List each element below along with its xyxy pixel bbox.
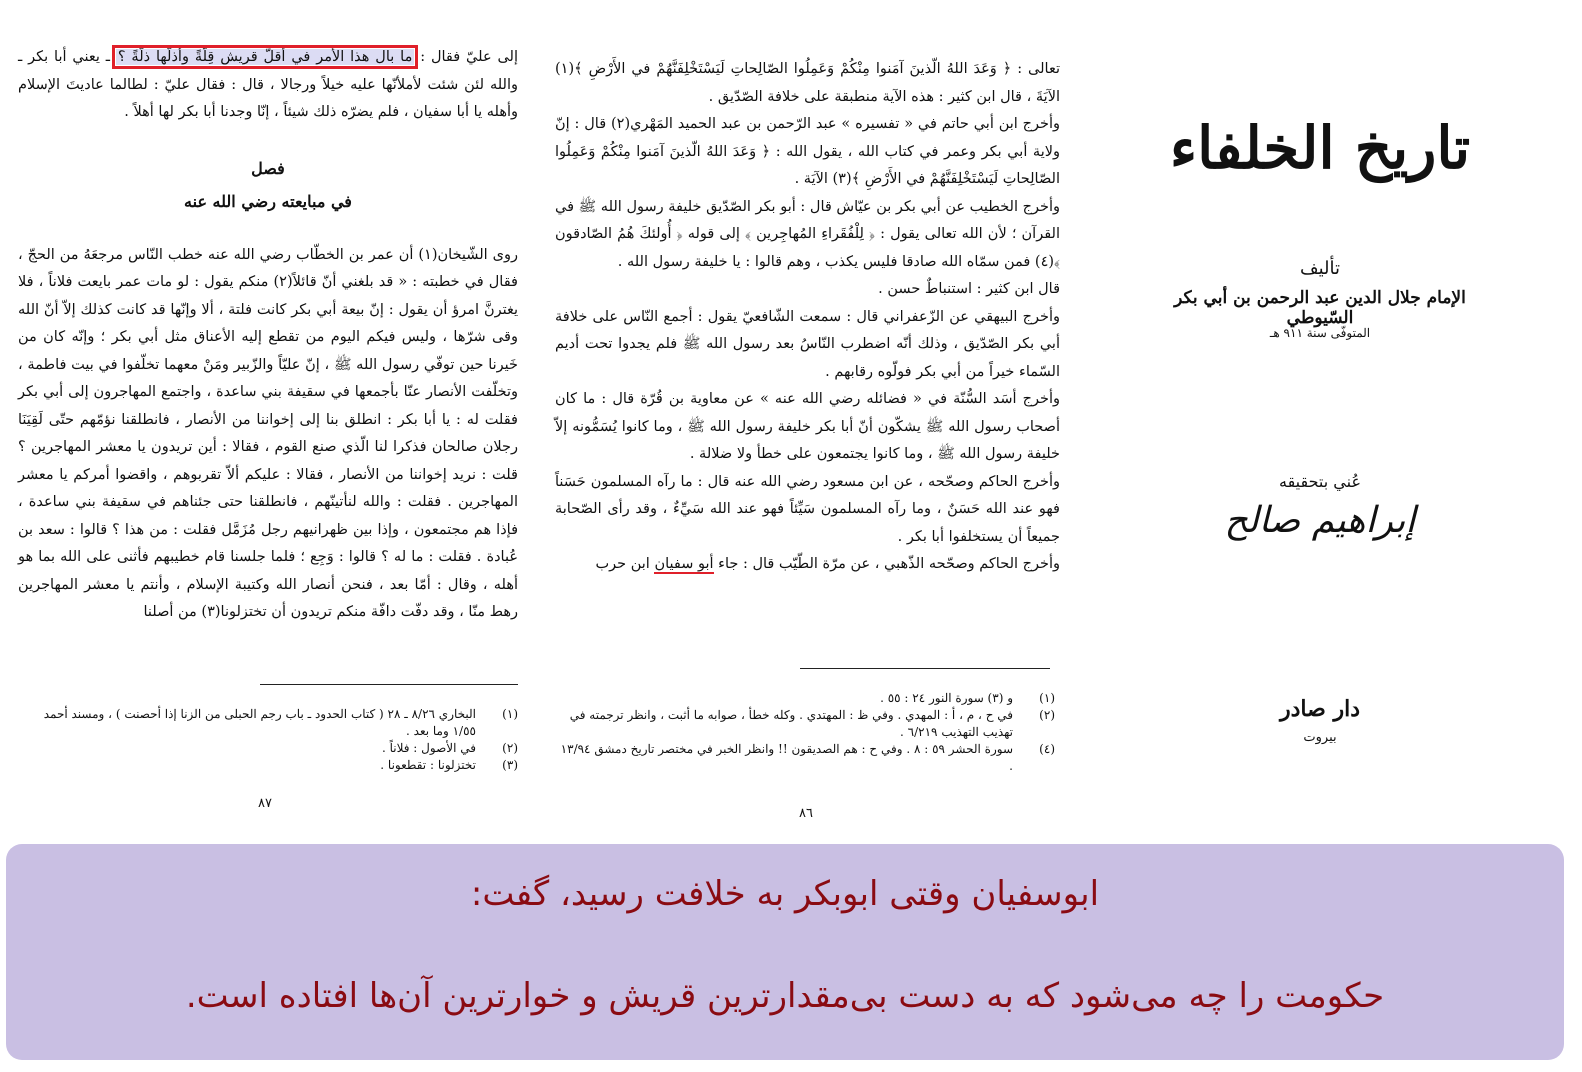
page-number: ٨٧ (258, 796, 272, 811)
page-87-text (18, 44, 518, 627)
intro-before: إلى عليّ فقال : (414, 49, 518, 65)
page-87-footnotes (18, 706, 518, 774)
caption-banner (6, 844, 1564, 1060)
caption-line-1: ابوسفیان وقتی ابوبکر به خلافت رسید، گفت: (470, 874, 1100, 914)
paragraph: وأخرج البيهقي عن الزّعفراني قال : سمعت الشّافعيّ يقول : أجمع النّاس على خلافة أبي بكر الصّدّيق ، وذلك أنّه اضطرب النّاسُ بعد رسول الله ﷺ فلم يجدوا تحت أديم السّماء خيراً من أبي بكر فولّوه رقابهم . (555, 308, 1060, 380)
editor-label: عُني بتحقيقه (1279, 472, 1361, 491)
paragraph: وأخرج أسَد السُّنّة في « فضائله رضي الله عنه » عن معاوية بن قُرّة قال : ما كان أصحاب رسول الله ﷺ يشكّون أنّ أبا بكر خليفة رسول الله ﷺ ، وما كانوا يُسَمُّونه إلاّ خليفة رسول الله ﷺ ، وما كانوا يجتمعون على خطأ ولا ضلالة . (555, 391, 1060, 462)
footnote: (٤) سورة الحشر ٥٩ : ٨ . وفي ح : هم الصديقون !! وانظر الخبر في مختصر تاريخ دمشق ١٣/٩٤ . (560, 742, 1055, 773)
section-subheading: في مبايعته رضي الله عنه (184, 192, 352, 211)
paragraph: تعالى : ﴿ وَعَدَ اللهُ الّذينَ آمَنوا مِنْكُمْ وَعَمِلُوا الصّالِحاتِ لَيَسْتَخْلِفَنَّهُمْ في الأَرْضِ ﴾(١) الآيَةَ ، قال ابن كثير : هذه الآية منطبقة على خلافة الصّدّيق . (555, 61, 1060, 105)
footnote: (٢) في ح ، م ، أ : المهدي . وفي ظ : المهتدي . وكله خطأ ، صوابه ما أثبت ، وانظر ترجمته في تهذيب التهذيب ٦/٢١٩ . (569, 708, 1055, 739)
book-title: تاريخ الخلفاء (1169, 114, 1471, 182)
page-87 (18, 0, 518, 840)
footnote: (٢) في الأصول : فلاناً . (381, 741, 518, 755)
page-86 (555, 0, 1060, 840)
paragraph: وأخرج الخطيب عن أبي بكر بن عيّاش قال : أبو بكر الصّدّيق خليفة رسول الله ﷺ في القرآن ؛ لأن الله تعالى يقول : ﴿ لِلْفُقَراءِ المُهاجِرين ﴾ إلى قوله ﴿ أُولئكَ هُمُ الصّادقون ﴾(٤) فمن سمّاه الله صادقا فليس يكذب ، وهم قالوا : يا خليفة رسول الله . (555, 198, 1060, 270)
footnote-divider (800, 668, 1050, 669)
title-page (1140, 0, 1500, 840)
author-name: الإمام جلال الدين عبد الرحمن بن أبي بكر السّيوطي (1174, 288, 1466, 328)
publisher-name: دار صادر (1280, 696, 1360, 722)
author-death: المتوفّى سنة ٩١١ هـ (1269, 326, 1371, 340)
editor-name: إبراهيم صالح (1224, 500, 1416, 541)
footnote: (١) البخاري ٨/٢٦ ـ ٢٨ ( كتاب الحدود ـ باب رجم الحبلى من الزنا إذا أحصنت ) ، ومسند أحمد ١/٥٥ وما بعد . (43, 707, 518, 738)
author-label: تأليف (1299, 258, 1341, 279)
underlined-name: أبو سفيان (654, 556, 714, 572)
footnote: (١) و (٣) سورة النور ٢٤ : ٥٥ . (880, 691, 1055, 705)
paragraph: وأخرج ابن أبي حاتم في « تفسيره » عبد الرّحمن بن عبد الحميد المَهْري(٢) قال : إنّ ولاية أبي بكر وعمر في كتاب الله ، يقول الله : ﴿ وَعَدَ اللهُ الّذينَ آمَنوا مِنْكُمْ وَعَمِلُوا الصّالِحاتِ لَيَسْتَخْلِفَنَّهُمْ في الأَرْضِ ﴾(٣) الآيَة . (555, 116, 1060, 187)
section-heading: فصل (251, 158, 285, 178)
publisher-city: بيروت (1303, 730, 1337, 745)
footnote: (٣) تختزلونا : تقطعونا . (380, 758, 518, 772)
highlighted-quote: ما بال هذا الأمر في أقلّ قريش قِلّةً وأذلّها ذلّةً ؟ (117, 49, 413, 65)
paragraph-last: وأخرج الحاكم وصحّحه الذّهبي ، عن مرّة الطّيّب قال : جاء أبو سفيان ابن حرب (595, 556, 1060, 572)
caption-line-2: حکومت را چه می‌شود که به دست بی‌مقدارترین قریش و خوارترین آن‌ها افتاده است. (185, 976, 1385, 1016)
page-86-footnotes (555, 690, 1055, 775)
page-87-body: روى الشّيخان(١) أن عمر بن الخطّاب رضي الله عنه خطب النّاس مرجعَهُ من الحجّ ، فقال في خطبته : « قد بلغني أنّ قائلاً(٢) منكم يقول : لو مات عمر بايعت فلاناً ، فلا يغترنَّ امرؤ أن يقول : إنّ بيعة أبي بكر كانت فلتة ، ألا وإنّها قد كانت كذلك إلاّ أنّ الله وقى شرّها ، وليس فيكم اليوم من تقطع إليه الأعناق مثل أبي بكر ؛ وإنّه كان من خَيرنا حين توفّي رسول الله ﷺ ، إنّ عليّاً والزّبير ومَنْ معهما تخلّفوا في بيت فاطمة ، وتخلّفت الأنصار عنّا بأجمعها في سقيفة بني ساعدة ، واجتمع المهاجرون إلى أبي بكر فقلت له : يا أبا بكر : انطلق بنا إلى إخواننا من الأنصار ، فانطلقنا نؤمّهم حتّى لَقِيَنَا رجلان صالحان فذكرا لنا الّذي صنع القوم ، فقالا : أين تريدون يا معشر المهاجرين ؟ قلت : نريد إخواننا من الأنصار ، فقالا : عليكم ألاّ تقربوهم ، واقضوا أمركم يا معشر المهاجرين . فقلت : والله لنأتينّهم ، فانطلقنا حتى جئناهم في سقيفة بني ساعدة ، فإذا هم مجتمعون ، وإذا بين ظهرانيهم رجل مُزَمَّل فقلت : من هذا ؟ قالوا : سعد بن عُبادة . فقلت : ما له ؟ قالوا : وَجِع ؛ فلما جلسنا قام خطيبهم فأثنى على الله بما هو أهله ، وقال : أمّا بعد ، فنحن أنصار الله وكتيبة الإسلام ، وأنتم يا معشر المهاجرين رهط منّا ، وقد دفّت دافّة منكم تريدون أن تختزلونا(٣) من أصلنا (18, 246, 518, 620)
paragraph: قال ابن كثير : استنباطٌ حسن . (878, 281, 1060, 297)
page-87-intro (18, 44, 518, 127)
intro-after: ـ يعني أبا بكر ـ والله لئن شئت لأملأنّها عليه خيلاً ورجالا ، قال : فقال عليّ : لطالما عاديتَ الإسلام وأهله يا أبا سفيان ، فلم يضرّه ذلك شيئاً ، إنّا وجدنا أبا بكر لها أهلاً . (18, 49, 518, 120)
paragraph: وأخرج الحاكم وصحّحه ، عن ابن مسعود رضي الله عنه قال : ما رآه المسلمون حَسَناً فهو عند الله حَسَنٌ ، وما رآه المسلمون سَيِّئاً فهو عند الله سَيِّءٌ ، وقد رأى الصّحابة جميعاً أن يستخلفوا أبا بكر . (555, 473, 1060, 545)
footnote-divider (260, 684, 518, 685)
page-number: ٨٦ (799, 806, 813, 821)
page-86-text (555, 56, 1060, 579)
